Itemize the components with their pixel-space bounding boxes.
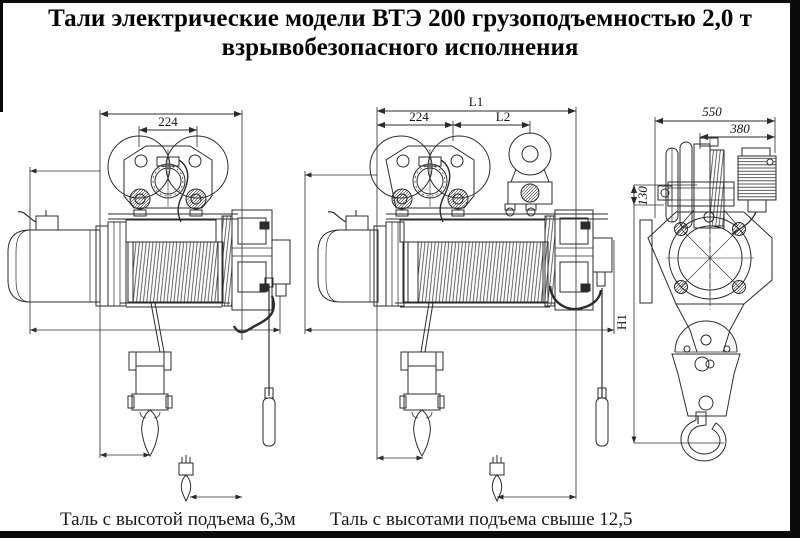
fig1-hook (142, 410, 159, 456)
fig1-brake-disc (222, 216, 232, 306)
fig2-trolley (370, 136, 490, 222)
dim-label-fig3-rail: 130 (635, 186, 650, 206)
fig1-motor (8, 230, 100, 302)
fig2-pendant-control (596, 288, 608, 446)
page-title (0, 4, 800, 62)
dim-label-fig2-idler: L2 (495, 109, 511, 124)
title-line-1: Тали электрические модели ВТЭ 200 грузоподъемностью 2,0 т (48, 5, 752, 32)
dim-label-fig3-inner: 380 (730, 121, 750, 136)
fig1-low-hook-symbol (179, 455, 193, 501)
border-top (0, 0, 800, 3)
figure-hoist-short-lift (8, 110, 290, 501)
caption-fig2: Таль с высотами подъема свыше 12,5 (330, 509, 633, 530)
fig2-brake-disc (545, 216, 555, 306)
caption-fig1: Таль с высотой подъема 6,3м (60, 509, 296, 530)
fig2-low-hook-symbol (490, 455, 504, 501)
fig2-hoist-body (318, 210, 612, 310)
fig2-hook (414, 410, 431, 456)
fig3-rope-guide-housing (640, 212, 772, 304)
dim-label-fig2-overall: L1 (468, 94, 484, 109)
fig1-hoist-body (8, 210, 290, 332)
fig1-hook-block (128, 303, 172, 456)
fig3-hook-suspension (672, 304, 744, 461)
figure-hoist-long-lift (305, 94, 614, 501)
fig2-idler-wheel (505, 133, 552, 216)
dim-label-fig3-height: H1 (614, 314, 629, 330)
border-bottom (0, 531, 800, 538)
fig1-trolley (108, 136, 228, 222)
title-line-2: взрывобезопасного исполнения (221, 34, 579, 61)
fig3-hook (681, 412, 726, 461)
fig2-hook-block (400, 303, 444, 456)
dim-label-fig3-width: 550 (702, 104, 722, 119)
border-left (0, 0, 3, 112)
dim-label-fig2-gauge: 224 (409, 109, 429, 124)
dim-label-fig1-gauge: 224 (158, 114, 178, 129)
fig3-trolley-side (658, 138, 738, 310)
figure-hoist-side-view (614, 104, 776, 461)
fig1-power-cable (234, 296, 274, 332)
border-right (790, 0, 800, 538)
